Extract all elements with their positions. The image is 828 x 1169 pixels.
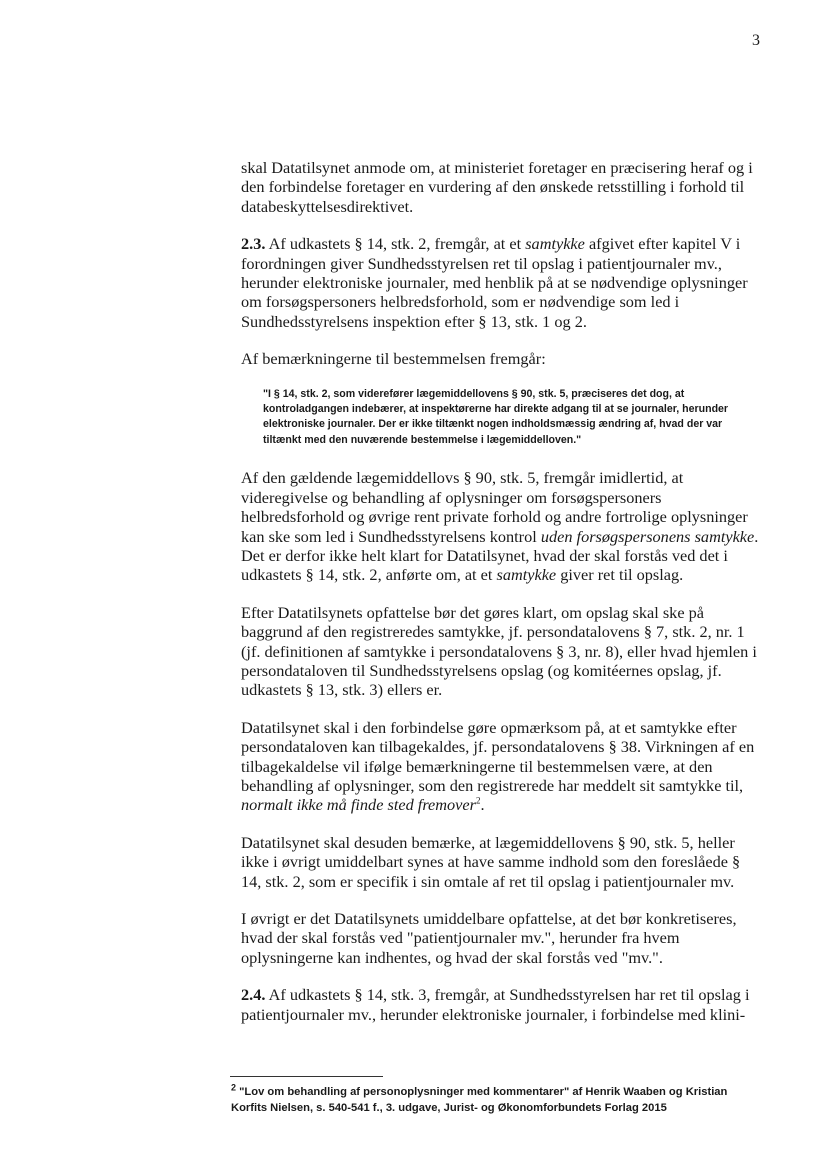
- section-number: 2.4.: [241, 985, 266, 1005]
- footnote-divider: [230, 1076, 383, 1077]
- paragraph: Efter Datatilsynets opfattelse bør det gøres klart, om opslag skal ske på baggrund af den registreredes samtykke, jf. persondatalovens § 7, stk. 2, nr. 1 (jf. definitionen af samtykke i persondatalovens § 3, nr. 8), eller hvad hjemlen i persondataloven til Sundhedsstyrelsens opslag (og komitéernes opslag, jf. udkastets § 13, stk. 3) ellers er.: [241, 602, 757, 700]
- section-number: 2.3.: [241, 234, 266, 254]
- section-2-4-paragraph: [241, 985, 763, 1024]
- text-run: Af udkastets § 14, stk. 3, fremgår, at Sundhedsstyrelsen har ret til opslag i patientjournaler mv., herunder elektroniske journaler, i forbindelse med klini-: [241, 985, 750, 1024]
- footnote-reference: 2: [475, 795, 481, 806]
- emphasis: normalt ikke må finde sted fremover: [241, 795, 476, 815]
- text-run: afgivet efter kapitel V i forordningen giver Sundhedsstyrelsen ret til opslag i patientjournaler mv., herunder elektroniske journaler, med henblik på at se nødvendige oplysninger om forsøgspersoners helbredsforhold, som er nødvendige som led i Sundhedsstyrelsens inspektion efter § 13, stk. 1 og 2.: [241, 234, 748, 331]
- text-run: .: [480, 795, 485, 815]
- footnote-text: "Lov om behandling af personoplysninger med kommentarer" af Henrik Waaben og Kristian Korfits Nielsen, s. 540-541 f., 3. udgave, Jurist- og Økonomforbundets Forlag 2015: [231, 1086, 728, 1114]
- text-run: . Det er derfor ikke helt klart for Datatilsynet, hvad der skal forstås ved det i udkastets § 14, stk. 2, anførte om, at et: [241, 526, 759, 585]
- page-number: 3: [752, 32, 760, 49]
- block-quote: "I § 14, stk. 2, som viderefører lægemiddellovens § 90, stk. 5, præciseres det dog, at kontroladgangen indebærer, at inspektørerne har direkte adgang til at se journaler, herunder elektroniske journaler. Der er ikke tiltænkt nogen indholdsmæssig ændring af, hvad der var tiltænkt med den nuværende bestemmelse i lægemiddelloven.": [263, 387, 729, 446]
- emphasis: samtykke: [496, 565, 557, 585]
- emphasis: uden forsøgspersonens samtykke: [540, 526, 755, 546]
- paragraph: Af bemærkningerne til bestemmelsen fremgår:: [241, 349, 546, 369]
- paragraph: skal Datatilsynet anmode om, at ministeriet foretager en præcisering heraf og i den forbindelse foretager en vurdering af den ønskede retsstilling i forhold til databeskyttelsesdirektivet.: [241, 158, 753, 216]
- footnote: [231, 1084, 761, 1116]
- footnote-marker: 2: [231, 1082, 237, 1093]
- text-run: giver ret til opslag.: [556, 565, 684, 585]
- section-2-3-paragraph: [241, 234, 763, 331]
- text-run: Af den gældende lægemiddellovs § 90, stk. 5, fremgår imidlertid, at videregivelse og behandling af oplysninger om forsøgspersoners helbredsforhold og øvrige rent private forhold og andre fortrolige oplysninger kan ske som led i Sundhedsstyrelsens kontrol: [241, 468, 748, 546]
- paragraph: I øvrigt er det Datatilsynets umiddelbare opfattelse, at det bør konkretiseres, hvad der skal forstås ved "patientjournaler mv.", herunder fra hvem oplysningerne kan indhentes, og hvad der skal forstås ved "mv.".: [241, 909, 737, 967]
- text-run: Datatilsynet skal i den forbindelse gøre opmærksom på, at et samtykke efter persondataloven kan tilbagekaldes, jf. persondatalovens § 38. Virkningen af en tilbagekaldelse vil ifølge bemærkningerne til bestemmelsen være, at den behandling af oplysninger, som den registrerede har meddelt sit samtykke til,: [241, 717, 755, 795]
- paragraph: [241, 718, 763, 815]
- paragraph: [241, 468, 763, 584]
- emphasis: samtykke: [525, 234, 585, 254]
- text-run: Af udkastets § 14, stk. 2, fremgår, at et: [265, 234, 526, 254]
- document-body: [241, 158, 763, 1042]
- paragraph: Datatilsynet skal desuden bemærke, at lægemiddellovens § 90, stk. 5, heller ikke i øvrigt umiddelbart synes at have samme indhold som den foreslåede § 14, stk. 2, som er specifik i sin omtale af ret til opslag i patientjournaler mv.: [241, 832, 741, 891]
